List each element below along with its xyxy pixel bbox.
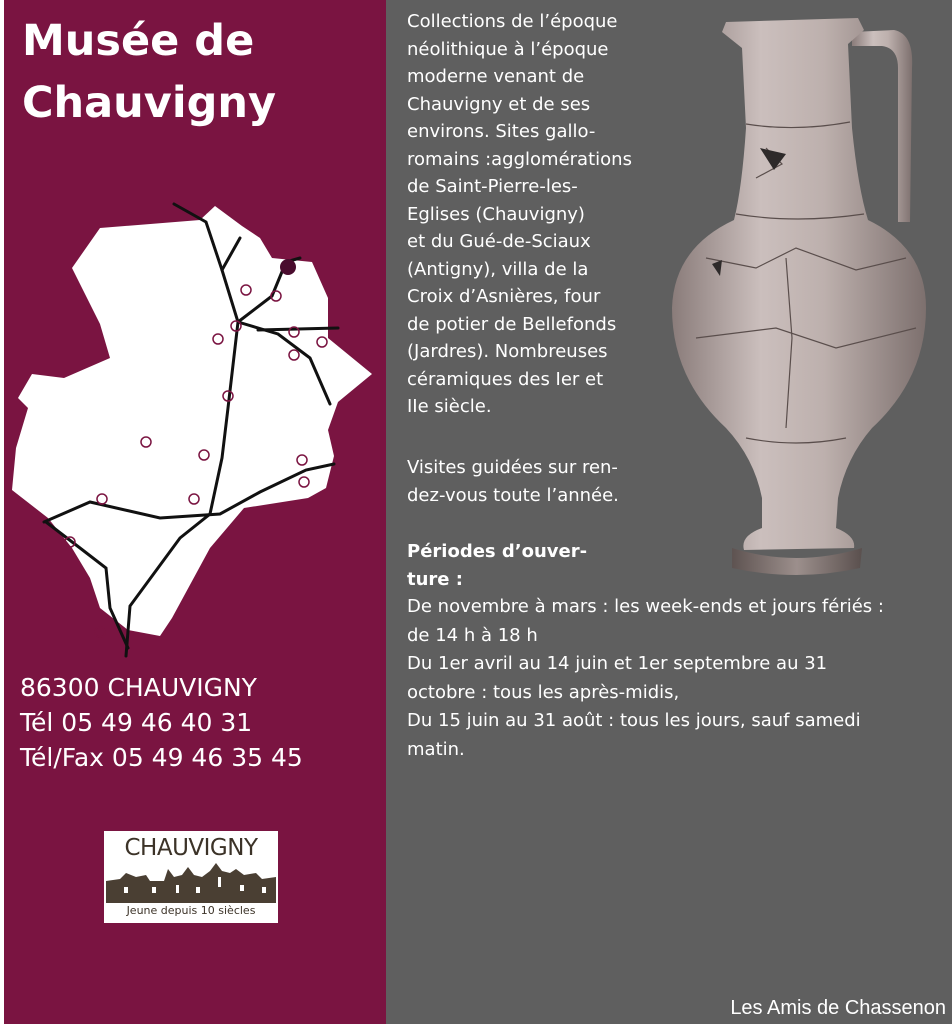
guided-visits-line: Visites guidées sur ren-	[407, 457, 618, 478]
right-panel	[386, 0, 952, 1024]
museum-title-line2: Chauvigny	[22, 78, 276, 128]
description-line: néolithique à l’époque	[407, 38, 609, 60]
museum-title-line1: Musée de	[22, 16, 255, 66]
museum-title	[22, 10, 276, 134]
jug-body	[672, 18, 926, 550]
description-line: Chauvigny et de ses	[407, 93, 591, 115]
contact-fax: Tél/Fax 05 49 46 35 45	[20, 743, 303, 772]
opening-hours-title	[407, 538, 647, 593]
logo-slogan: Jeune depuis 10 siècles	[126, 904, 256, 917]
collection-description	[407, 8, 647, 421]
description-line: romains :agglomérations	[407, 148, 632, 170]
description-line: de Saint-Pierre-les-	[407, 176, 578, 197]
opening-hours-line: octobre : tous les après-midis,	[407, 681, 680, 703]
opening-hours-list	[407, 593, 942, 764]
description-line: IIe siècle.	[407, 396, 492, 417]
description-line: et du Gué-de-Sciaux	[407, 231, 591, 252]
skyline-icon	[106, 863, 276, 903]
opening-hours-line: Du 1er avril au 14 juin et 1er septembre au 31	[407, 653, 828, 674]
opening-hours-line: de 14 h à 18 h	[407, 624, 538, 646]
jug-foot	[732, 548, 862, 575]
description-line: (Jardres). Nombreuses	[407, 341, 608, 362]
description-line: Collections de l’époque	[407, 11, 618, 32]
chauvigny-logo	[104, 831, 278, 923]
opening-hours-line: Du 15 juin au 31 août : tous les jours, sauf samedi	[407, 710, 861, 731]
description-line: Eglises (Chauvigny)	[407, 203, 585, 225]
opening-hours-line: De novembre à mars : les week-ends et jours fériés :	[407, 596, 884, 617]
chauvigny-marker	[280, 259, 296, 275]
contact-block	[20, 670, 303, 775]
contact-address: 86300 CHAUVIGNY	[20, 673, 257, 702]
left-panel	[4, 0, 386, 1024]
guided-visits-line: dez-vous toute l’année.	[407, 484, 619, 506]
roman-jug-icon	[636, 8, 936, 583]
description-line: de potier de Bellefonds	[407, 313, 617, 335]
site-marker	[95, 627, 105, 637]
contact-phone: Tél 05 49 46 40 31	[20, 708, 253, 737]
description-line: environs. Sites gallo-	[407, 121, 596, 142]
credit-text: Les Amis de Chassenon	[730, 997, 946, 1019]
logo-name: CHAUVIGNY	[124, 835, 258, 861]
guided-visits	[407, 454, 647, 509]
department-outline	[12, 206, 372, 636]
description-line: céramiques des Ier et	[407, 368, 604, 390]
description-line: (Antigny), villa de la	[407, 258, 589, 280]
opening-title-line: Périodes d’ouver-	[407, 541, 588, 562]
opening-hours-line: matin.	[407, 738, 465, 760]
description-line: Croix d’Asnières, four	[407, 286, 601, 307]
opening-title-line: ture :	[407, 568, 463, 590]
department-map-icon	[10, 198, 380, 668]
description-line: moderne venant de	[407, 66, 585, 87]
